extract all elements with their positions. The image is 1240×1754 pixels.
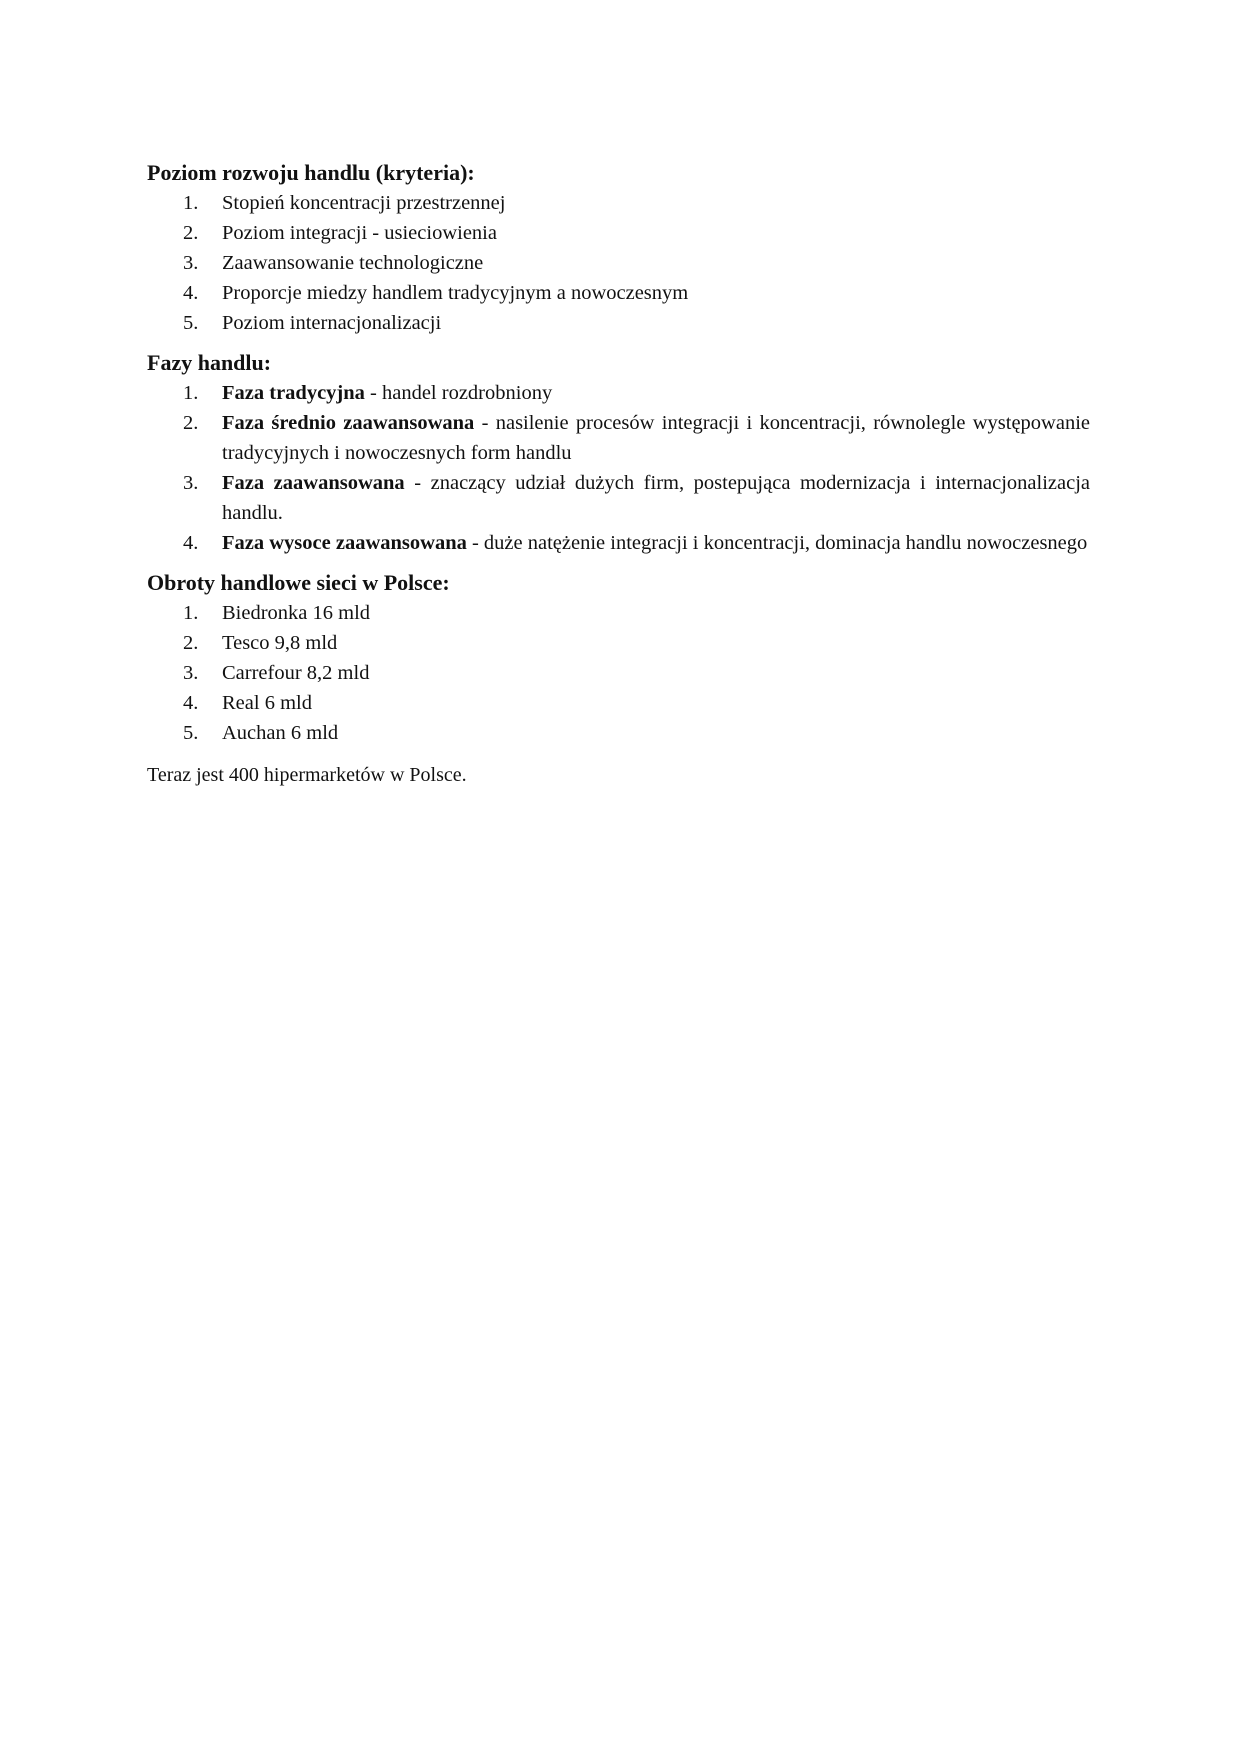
turnover-list bbox=[147, 598, 1090, 748]
section-heading-phases: Fazy handlu: bbox=[147, 350, 272, 375]
section-heading-criteria: Poziom rozwoju handlu (kryteria): bbox=[147, 160, 475, 185]
list-item: 3. Carrefour 8,2 mld bbox=[183, 662, 370, 684]
list-item: 2. Poziom integracji - usieciowienia bbox=[183, 222, 497, 244]
closing-note: Teraz jest 400 hipermarketów w Polsce. bbox=[147, 764, 467, 786]
list-item: 4. Proporcje miedzy handlem tradycyjnym a nowoczesnym bbox=[183, 282, 689, 304]
list-item: 5. Poziom internacjonalizacji bbox=[183, 312, 442, 334]
phases-list bbox=[147, 378, 1090, 558]
list-item: 3. Zaawansowanie technologiczne bbox=[183, 252, 484, 274]
list-item: 2. Faza średnio zaawansowana - nasilenie procesów integracji i koncentracji, równolegle występowanie tradycyjnych i nowoczesnych form handlu bbox=[183, 412, 1090, 464]
list-item: 4. Real 6 mld bbox=[183, 692, 312, 714]
list-item: 1. Faza tradycyjna - handel rozdrobniony bbox=[183, 382, 553, 404]
document-page bbox=[147, 158, 1090, 810]
section-heading-turnover: Obroty handlowe sieci w Polsce: bbox=[147, 570, 450, 595]
criteria-list bbox=[147, 188, 1090, 338]
list-item: 3. Faza zaawansowana - znaczący udział dużych firm, postepująca modernizacja i internacjonalizacja handlu. bbox=[183, 472, 1090, 524]
list-item: 1. Stopień koncentracji przestrzennej bbox=[183, 192, 506, 214]
list-item: 2. Tesco 9,8 mld bbox=[183, 632, 338, 654]
list-item: 1. Biedronka 16 mld bbox=[183, 602, 371, 624]
list-item: 5. Auchan 6 mld bbox=[183, 722, 339, 744]
list-item: 4. Faza wysoce zaawansowana - duże natężenie integracji i koncentracji, dominacja handlu nowoczesnego bbox=[183, 532, 1088, 554]
